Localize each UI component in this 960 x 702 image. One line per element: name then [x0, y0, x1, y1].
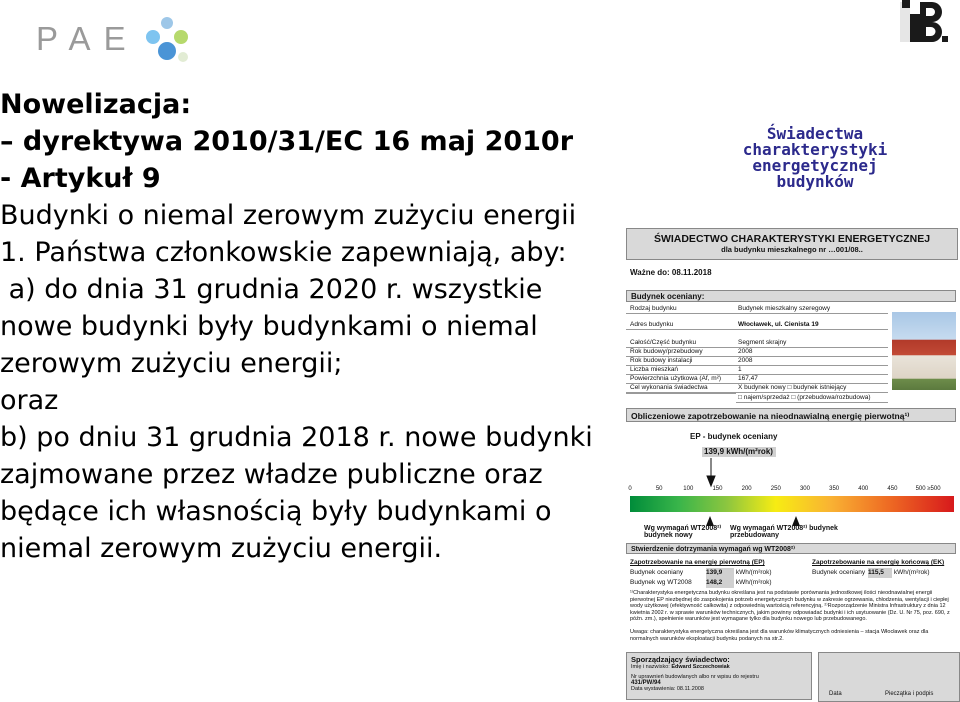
row-label	[626, 393, 736, 394]
nzeb-title: Budynki o niemal zerowym zużyciu energii	[0, 200, 577, 231]
row-unit: kWh/(m²rok)	[735, 579, 772, 586]
tick-label: 300	[799, 486, 810, 492]
signer-title: Sporządzający świadectwo:	[631, 655, 730, 664]
pae-dots-icon	[141, 13, 193, 65]
signer-date: 08.11.2008	[676, 686, 704, 692]
valid-until: Ważne do: 08.11.2018	[630, 268, 712, 277]
oraz-line: oraz	[0, 385, 59, 416]
ep-unit: kWh/(m²rok)	[726, 447, 773, 456]
row-value: 148,2	[706, 578, 734, 588]
row-label: Rodzaj budynku	[626, 304, 736, 314]
stamp-box	[818, 652, 960, 702]
row-value: 115,5	[868, 568, 892, 578]
signer-date-label: Data wystawienia:	[631, 686, 676, 692]
section-compliance: Stwierdzenie dotrzymania wymagań wg WT2008²⁾	[626, 543, 956, 554]
row-value: 139,9	[706, 568, 734, 578]
tick-label: 400	[858, 486, 869, 492]
signer-name-label: Imię i nazwisko:	[631, 664, 670, 670]
row-value: 2008	[736, 347, 888, 357]
row-value: Segment skrajny	[736, 338, 888, 348]
row-value: X budynek nowy □ budynek istniejący	[736, 383, 888, 393]
tick-label: 100	[683, 486, 694, 492]
directive-line: – dyrektywa 2010/31/EC 16 maj 2010r	[0, 126, 574, 157]
row-label: Budynek wg WT2008	[630, 579, 692, 586]
certificate-subtitle: dla budynku mieszkalnego nr …001/08..	[721, 245, 863, 254]
row-label: Budynek oceniany	[630, 569, 684, 576]
row-label: Adres budynku	[626, 320, 736, 330]
row-label: Liczba mieszkań	[626, 365, 736, 375]
ep-table-title: Zapotrzebowanie na energię pierwotną (EP)	[630, 559, 765, 566]
row-value: Budynek mieszkalny szeregowy	[736, 304, 888, 314]
certificate-header	[626, 228, 958, 260]
row-unit: kWh/(m²rok)	[735, 569, 772, 576]
energy-certificate	[626, 228, 958, 700]
wt-rebuilt-label: Wg wymagań WT2008²⁾ budynek przebudowany	[730, 525, 838, 539]
ep-label: EP - budynek oceniany	[690, 432, 778, 441]
table-row	[812, 568, 958, 578]
caption-line: budynków	[776, 172, 854, 191]
signer-box	[626, 652, 812, 700]
caption-line: Świadectwa	[766, 124, 864, 143]
row-label: Całość/Część budynku	[626, 338, 736, 348]
ek-table-title: Zapotrzebowanie na energię końcową (EK)	[812, 559, 945, 566]
ep-value-box	[702, 447, 776, 457]
pae-logo-text: PAE	[36, 20, 139, 57]
tick-label: 350	[829, 486, 840, 492]
signer-name: Edward Szczechowiak	[671, 664, 730, 670]
section-building: Budynek oceniany:	[626, 290, 956, 302]
row-label: Budynek oceniany	[812, 569, 866, 576]
date-column-label: Data	[829, 691, 842, 697]
certificate-caption	[712, 126, 918, 190]
row-label: Powierzchnia użytkowa (Af, m²)	[626, 374, 736, 384]
ep-pointer-icon	[706, 458, 716, 488]
signer-number: 431/PW/94	[631, 680, 661, 686]
climate-note: Uwaga: charakterystyka energetyczna określana jest dla warunków klimatycznych odniesienia – stacja Włocławek oraz dla normalnych warunków eksploatacji budynku podanych na str.2.	[630, 629, 929, 642]
article-line: - Artykuł 9	[0, 163, 161, 194]
row-value: 167,47	[736, 374, 888, 384]
stamp-column-label: Pieczątka i podpis	[885, 691, 934, 697]
row-value: Włocławek, ul. Cienista 19	[736, 320, 888, 330]
row-value: □ najem/sprzedaż □ (przebudowa/rozbudowa)	[736, 393, 888, 403]
section-ep: Obliczeniowe zapotrzebowanie na nieodnawialną energię pierwotną¹⁾	[626, 408, 956, 422]
tick-label: 200	[741, 486, 752, 492]
point-b: b) po dniu 31 grudnia 2018 r. nowe budynki zajmowane przez władze publiczne oraz będące ich własnością były budynkami o niemal zerowym zużyciu energii.	[0, 422, 593, 564]
tick-label: 150	[712, 486, 723, 492]
tick-label: 50	[655, 486, 663, 492]
row-label: Rok budowy/przebudowy	[626, 347, 736, 357]
energy-scale-bar	[630, 496, 954, 512]
caption-line: charakterystyki	[742, 140, 888, 159]
member-states-line: 1. Państwa członkowskie zapewniają, aby:	[0, 237, 567, 268]
building-photo	[892, 312, 956, 390]
pae-logo	[36, 14, 193, 64]
row-label: Rok budowy instalacji	[626, 356, 736, 366]
ep-table	[630, 558, 790, 588]
point-a: a) do dnia 31 grudnia 2020 r. wszystkie nowe budynki były budynkami o niemal zerowym zużyciu energii;	[0, 274, 551, 379]
tick-label: 250	[770, 486, 781, 492]
tick-label: 500 ≥500	[915, 486, 941, 492]
row-value: 2008	[736, 356, 888, 366]
slide-heading: Nowelizacja:	[0, 89, 192, 120]
table-row	[630, 578, 790, 588]
footnotes: ¹⁾Charakterystyka energetyczna budynku określana jest na podstawie porównania jednostkowej ilości nieodnawialnej energii pierwotnej EP niezbędnej do zaspokojenia potrzeb energetycznych budynku w zakresie ogrzewania, chłodzenia, wentylacji i ciepłej wody użytkowej (efektywność całkowita) z odpowiednią wartością referencyjną. ²⁾Rozporządzenie Ministra Infrastruktury z dnia 12 kwietnia 2002 r. w sprawie warunków technicznych, jakim powinny odpowiadać budynki i ich usytuowanie (Dz. U. Nr 75, poz. 690, z późn. zm.), spełnienie warunków jest wymagane tylko dla budynku nowego lub przebudowanego.	[630, 590, 950, 622]
row-unit: kWh/(m²rok)	[893, 569, 930, 576]
tick-label: 450	[887, 486, 898, 492]
ek-table	[812, 558, 958, 578]
row-label: Cel wykonania świadectwa	[626, 383, 736, 393]
ep-value: 139,9	[704, 447, 725, 456]
caption-line: energetycznej	[752, 156, 878, 175]
tick-label: 0	[628, 486, 632, 492]
table-row	[630, 568, 790, 578]
row-value: 1	[736, 365, 888, 375]
wt-new-label: Wg wymagań WT2008²⁾ budynek nowy	[644, 525, 722, 539]
slide-body-text	[0, 86, 612, 567]
ibp-logo-icon	[884, 0, 954, 44]
signer-permission: Nr uprawnień budowlanych albo nr wpisu do rejestru	[631, 674, 759, 680]
certificate-title: ŚWIADECTWO CHARAKTERYSTYKI ENERGETYCZNEJ	[653, 233, 931, 245]
